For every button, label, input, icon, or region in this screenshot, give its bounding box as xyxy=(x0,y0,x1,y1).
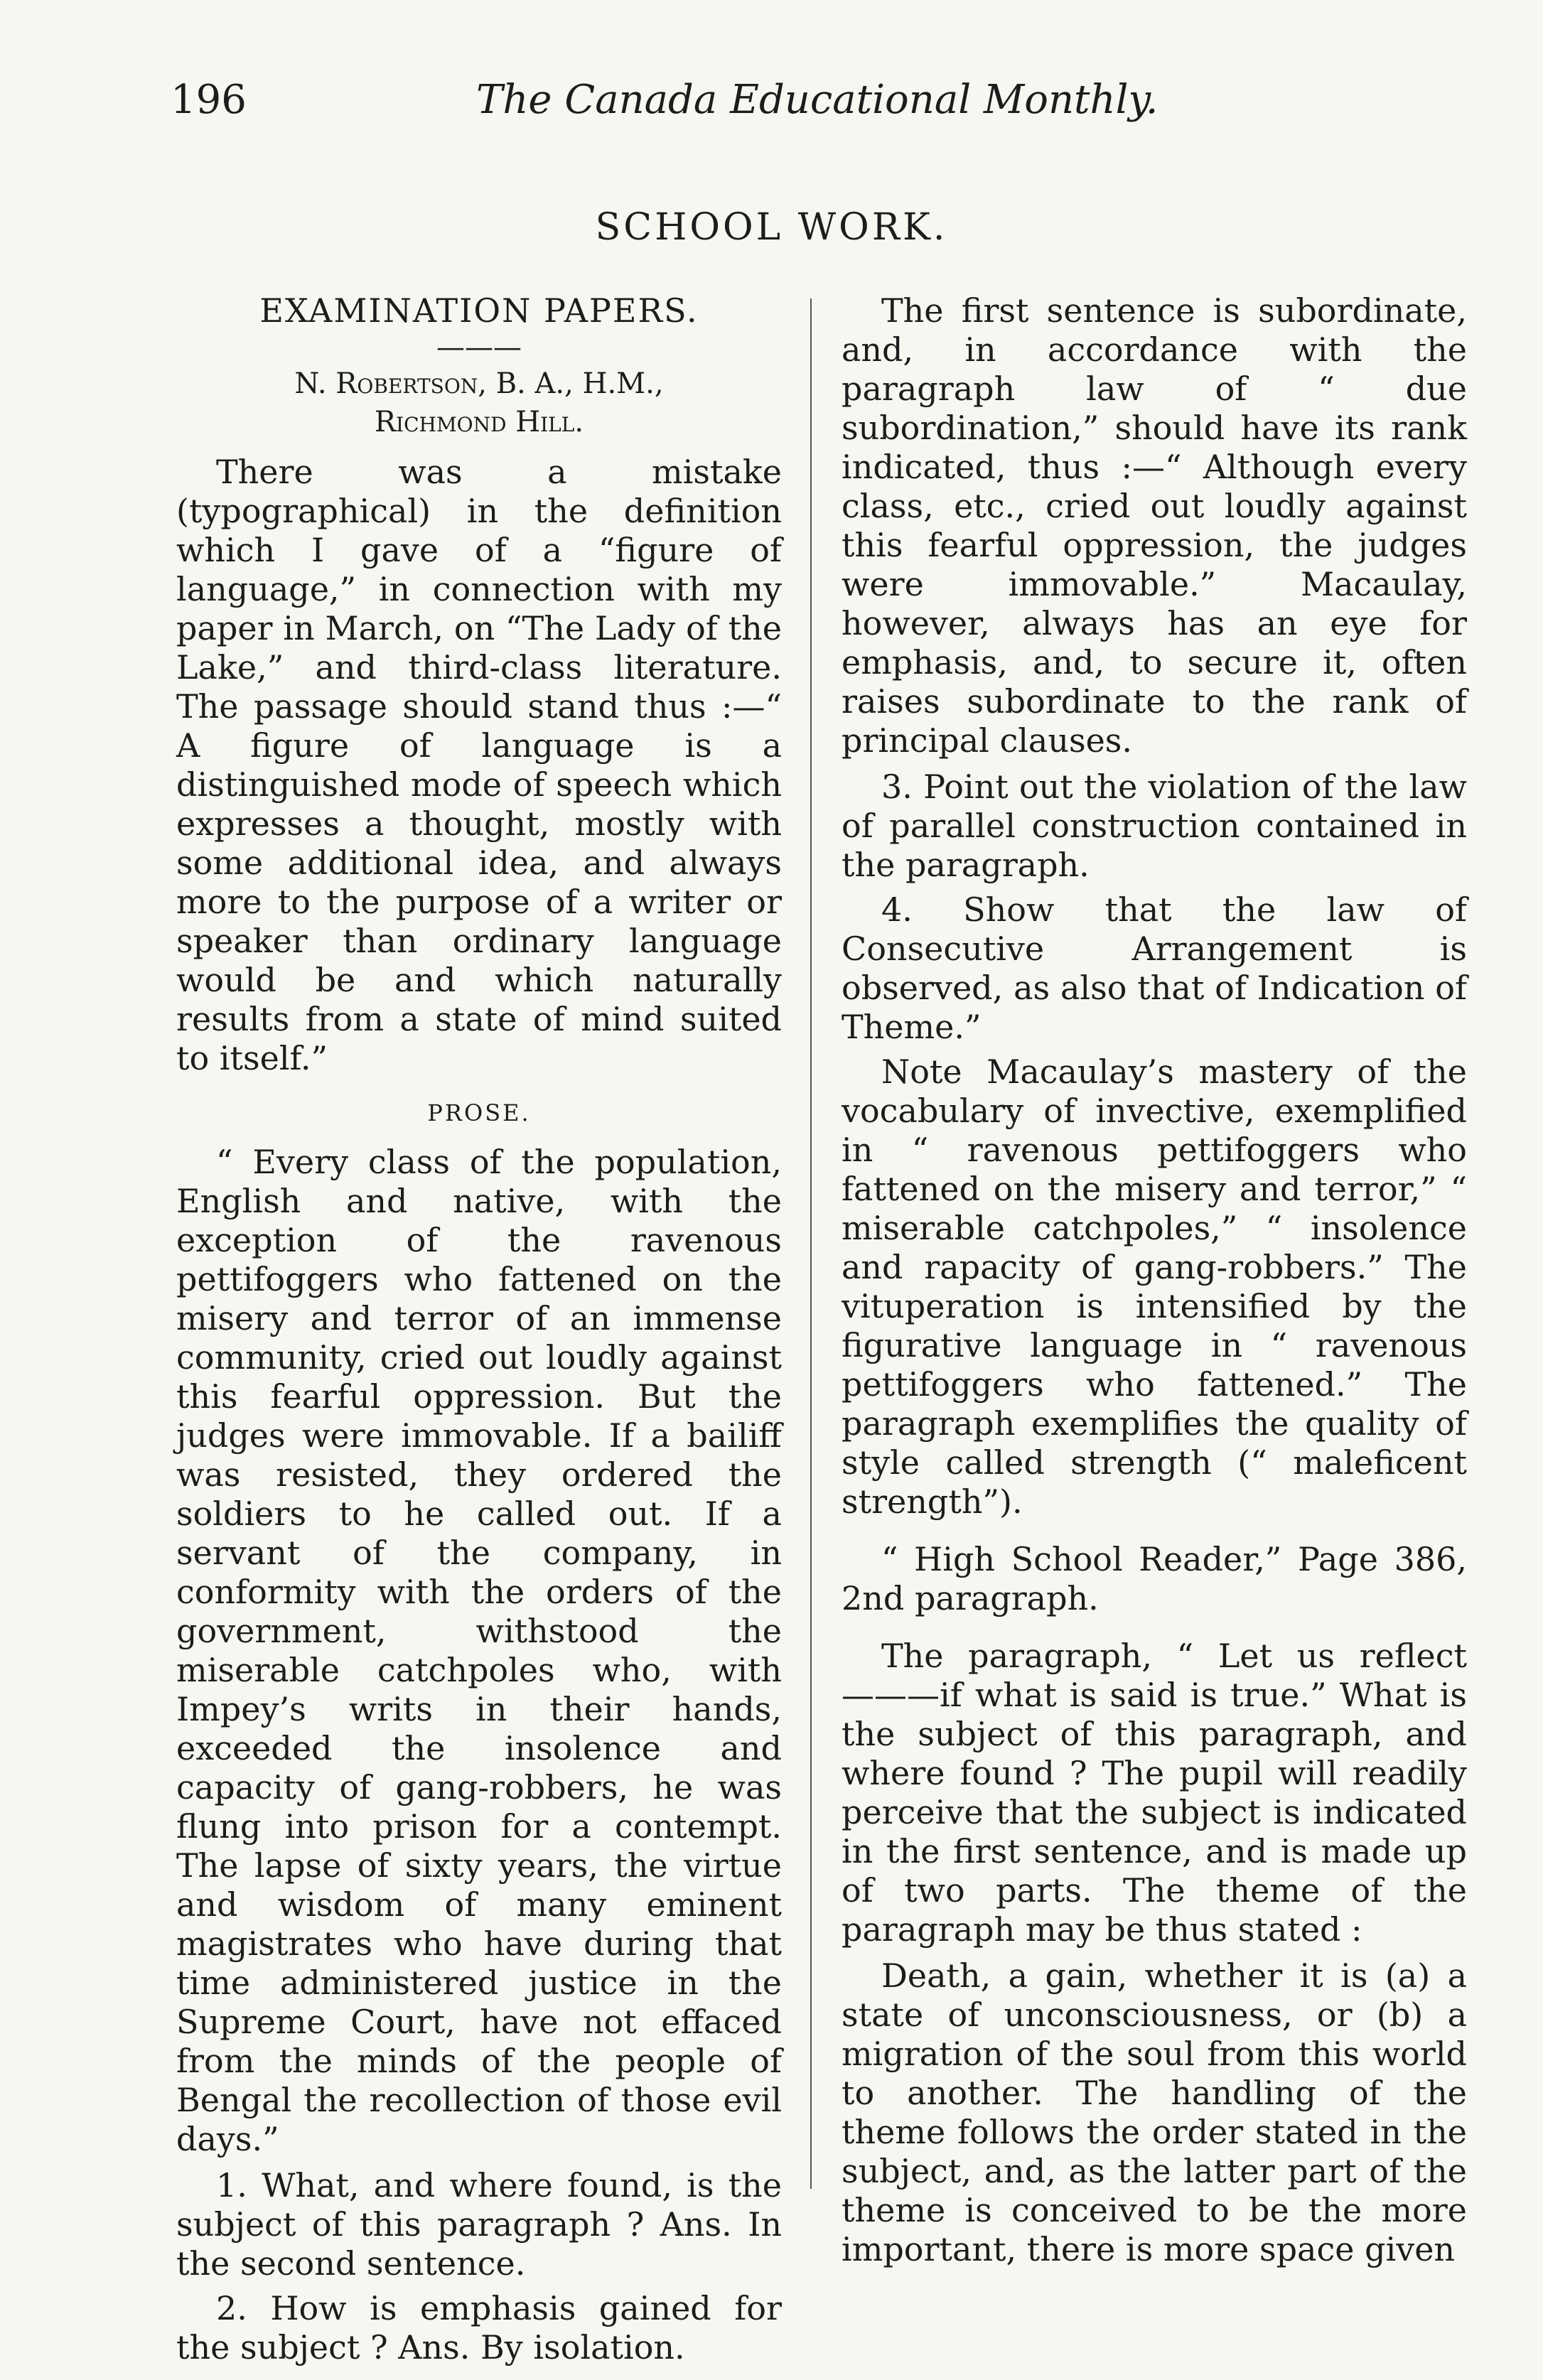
author-name: N. Robertson, B. A., H.M., xyxy=(294,367,664,400)
author-location: Richmond Hill. xyxy=(374,406,584,438)
left-column xyxy=(176,291,782,2373)
running-title: The Canada Educational Monthly. xyxy=(476,77,1158,123)
question-2: 2. How is emphasis gained for the subject ? Ans. By isolation. xyxy=(176,2289,782,2366)
subordination-paragraph: The first sentence is subordinate, and, in accordance with the paragraph law of “ due subordination,” should have its rank indicated, thus :—“ Although every class, etc., cried out loudly against this fearful oppression, the judges were immovable.” Macaulay, however, always has an eye for emphasis, and, to secure it, often raises subordinate to the rank of principal clauses. xyxy=(842,291,1467,760)
byline xyxy=(176,365,782,441)
theme-statement: Death, a gain, whether it is (a) a state of unconsciousness, or (b) a migration of the soul from this world to another. The handling of the theme follows the order stated in the subject, and, as the latter part of the theme is conceived to be the more important, there is more space given xyxy=(842,1956,1467,2268)
prose-subheading: PROSE. xyxy=(427,1099,531,1126)
running-header xyxy=(171,77,1372,141)
section-title: SCHOOL WORK. xyxy=(595,206,948,249)
reader-reference: “ High School Reader,” Page 386, 2nd paragraph. xyxy=(842,1540,1467,1617)
heading-dash: ——— xyxy=(436,331,522,364)
page-number: 196 xyxy=(171,77,247,123)
question-3: 3. Point out the violation of the law of parallel construction contained in the paragraph. xyxy=(842,768,1467,884)
prose-quotation: “ Every class of the population, English and native, with the exception of the ravenous pettifoggers who fattened on the misery and terror of an immense community, cried out loudly against this fearful oppression. But the judges were immovable. If a bailiff was resisted, they ordered the soldiers to he called out. If a servant of the company, in conformity with the orders of the government, withstood the miserable catchpoles who, with Impey’s writs in their hands, exceeded the insolence and capacity of gang-robbers, he was flung into prison for a contempt. The lapse of sixty years, the virtue and wisdom of many eminent magistrates who have during that time administered justice in the Supreme Court, have not effaced from the minds of the people of Bengal the recollection of those evil days.” xyxy=(176,1143,782,2158)
article-heading: EXAMINATION PAPERS. xyxy=(259,291,699,330)
right-column xyxy=(842,291,1467,2276)
column-divider xyxy=(810,298,812,2189)
correction-paragraph: There was a mistake (typographical) in the definition which I gave of a “figure of language,” in connection with my paper in March, on “The Lady of the Lake,” and third-class literature. The passage should stand thus :—“ A figure of language is a distinguished mode of speech which expresses a thought, mostly with some additional idea, and always more to the purpose of a writer or speaker than ordinary language would be and which naturally results from a state of mind suited to itself.” xyxy=(176,453,782,1077)
question-1: 1. What, and where found, is the subject of this paragraph ? Ans. In the second sentence. xyxy=(176,2166,782,2283)
question-4: 4. Show that the law of Consecutive Arrangement is observed, as also that of Indication of Theme.” xyxy=(842,890,1467,1046)
paragraph-analysis: The paragraph, “ Let us reflect ———if what is said is true.” What is the subject of this paragraph, and where found ? The pupil will readily perceive that the subject is indicated in the first sentence, and is made up of two parts. The theme of the paragraph may be thus stated : xyxy=(842,1637,1467,1949)
invective-paragraph: Note Macaulay’s mastery of the vocabulary of invective, exemplified in “ ravenous pettifoggers who fattened on the misery and terror,” “ miserable catchpoles,” “ insolence and rapacity of gang-robbers.” The vituperation is intensified by the figurative language in “ ravenous pettifoggers who fattened.” The paragraph exemplifies the quality of style called strength (“ maleficent strength”). xyxy=(842,1052,1467,1521)
